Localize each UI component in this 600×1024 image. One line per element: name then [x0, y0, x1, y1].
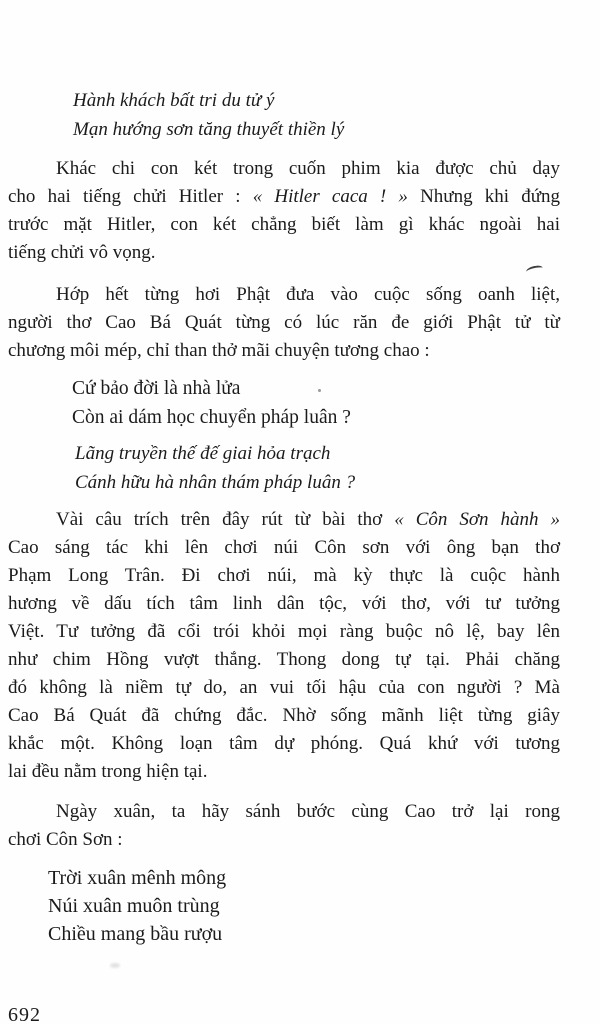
text-segment: tiếng chửi vô vọng.: [8, 242, 156, 263]
text-segment: chơi Côn Sơn :: [8, 829, 123, 850]
text-line: [8, 155, 560, 183]
text-line: [8, 534, 560, 562]
text-segment: Ngày xuân, ta hãy sánh bước cùng Cao trở lại rong: [56, 801, 560, 822]
italic-segment: « Hitler caca ! »: [252, 186, 408, 207]
paragraph-con-son: [8, 506, 560, 786]
text-segment: Hớp hết từng hơi Phật đưa vào cuộc sống oanh liệt,: [56, 284, 560, 305]
text-line: [8, 281, 560, 309]
text-line: Lãng truyền thế đế giai hỏa trạch: [75, 443, 331, 464]
text-segment: Phạm Long Trân. Đi chơi núi, mà kỳ thực là cuộc hành: [8, 565, 560, 586]
text-line: [8, 618, 560, 646]
text-segment: Cao Bá Quát đã chứng đắc. Nhờ sống mãnh liệt từng giây: [8, 705, 560, 726]
text-line: [8, 826, 560, 854]
paragraph-parrot: [8, 155, 560, 267]
text-line: [8, 590, 560, 618]
text-segment: hương về dấu tích tâm linh dân tộc, với thơ, với tư tưởng: [8, 593, 560, 614]
text-segment: Khác chi con két trong cuốn phim kia được chủ dạy: [56, 158, 560, 179]
scan-artifact-smudge: [110, 963, 120, 968]
text-line: [8, 646, 560, 674]
text-line: Hành khách bất tri du tử ý: [73, 90, 275, 111]
text-segment: Nhưng khi đứng: [407, 186, 560, 207]
text-segment: cho hai tiếng chửi Hitler :: [8, 186, 253, 207]
text-line: Cứ bảo đời là nhà lửa: [72, 378, 241, 399]
text-segment: lai đều nằm trong hiện tại.: [8, 761, 208, 782]
italic-segment: « Côn Sơn hành »: [394, 509, 560, 530]
text-line: Trời xuân mênh mông: [48, 867, 227, 889]
text-line: Mạn hướng sơn tăng thuyết thiền lý: [73, 119, 345, 140]
text-segment: chương môi mép, chỉ than thở mãi chuyện tương chao :: [8, 340, 430, 361]
text-segment: người thơ Cao Bá Quát từng có lúc răn đe giới Phật tử từ: [8, 312, 560, 333]
text-segment: Vài câu trích trên đây rút từ bài thơ: [56, 509, 395, 530]
viet-couplet: [72, 374, 351, 432]
text-line: [8, 211, 560, 239]
sino-viet-couplet-2: [75, 439, 355, 497]
text-segment: Việt. Tư tưởng đã cổi trói khỏi mọi ràng buộc nô lệ, bay lên: [8, 621, 560, 642]
spring-verse: [48, 864, 226, 948]
text-segment: đó không là niềm tự do, an vui tối hậu của con người ? Mà: [8, 677, 560, 698]
text-line: [8, 730, 560, 758]
text-line: [8, 183, 560, 211]
text-line: [8, 309, 560, 337]
text-line: Còn ai dám học chuyển pháp luân ?: [72, 407, 351, 428]
text-segment: Cao sáng tác khi lên chơi núi Côn sơn với ông bạn thơ: [8, 537, 560, 558]
text-line: [8, 674, 560, 702]
text-line: [8, 506, 560, 534]
text-line: [8, 702, 560, 730]
text-line: [8, 798, 560, 826]
text-line: Cánh hữu hà nhân thám pháp luân ?: [75, 472, 356, 493]
sino-viet-couplet-1: [73, 86, 344, 144]
text-line: Chiều mang bầu rượu: [48, 923, 223, 945]
page-number: 692: [8, 1004, 41, 1024]
text-segment: trước mặt Hitler, con két chẳng biết làm gì khác ngoài hai: [8, 214, 560, 235]
text-line: [8, 562, 560, 590]
paragraph-ngay-xuan: [8, 798, 560, 854]
text-line: [8, 758, 560, 786]
text-line: Núi xuân muôn trùng: [48, 895, 220, 917]
text-segment: như chim Hồng vượt thắng. Thong dong tự tại. Phải chăng: [8, 649, 560, 670]
scan-artifact-dot: [318, 389, 321, 392]
text-line: [8, 337, 560, 365]
paragraph-phat: [8, 281, 560, 365]
text-segment: khắc một. Không loạn tâm dự phóng. Quá khứ với tương: [8, 733, 560, 754]
text-line: [8, 239, 560, 267]
